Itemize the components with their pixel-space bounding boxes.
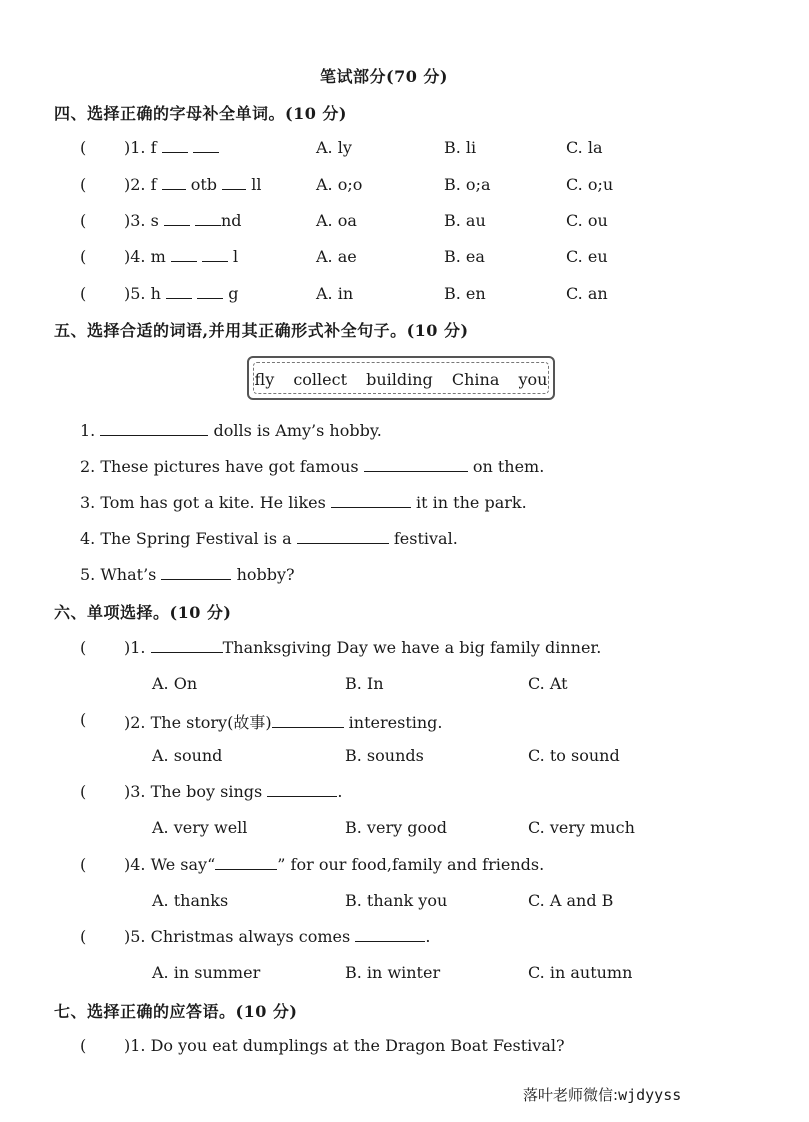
option-a: A. very well: [152, 818, 248, 837]
page-title: 笔试部分(70 分): [320, 67, 448, 86]
answer-blank[interactable]: [193, 138, 219, 153]
option-a: A. On: [152, 674, 198, 693]
answer-paren[interactable]: (: [80, 247, 87, 266]
answer-blank[interactable]: [162, 175, 186, 190]
question-stem: )5. h: [124, 284, 161, 303]
question-text: [124, 782, 342, 801]
question-stem: )4. We say“: [124, 855, 216, 874]
question-text: [124, 175, 261, 194]
word-end: l: [233, 247, 239, 266]
sentence-start: 3. Tom has got a kite. He likes: [80, 493, 326, 512]
sentence-start: 4. The Spring Festival is a: [80, 529, 292, 548]
question-text: [124, 284, 238, 303]
answer-paren[interactable]: (: [80, 138, 87, 157]
section-5-sentence-5: [80, 565, 295, 584]
option-a: A. ly: [316, 138, 352, 157]
question-stem: )2. The story(故事): [124, 713, 272, 732]
answer-blank[interactable]: [297, 529, 389, 544]
answer-blank[interactable]: [162, 138, 188, 153]
option-a: A. in: [316, 284, 354, 303]
section-7-heading: 七、选择正确的应答语。(10 分): [54, 1002, 298, 1021]
answer-blank[interactable]: [161, 565, 231, 580]
option-a: A. thanks: [152, 891, 229, 910]
answer-blank[interactable]: [222, 175, 246, 190]
answer-paren[interactable]: (: [80, 782, 87, 801]
option-c: C. to sound: [528, 746, 620, 765]
sentence-start: 2. These pictures have got famous: [80, 457, 359, 476]
question-text: [124, 247, 238, 266]
question-text: [124, 211, 242, 230]
word-end: ll: [251, 175, 262, 194]
answer-paren[interactable]: (: [80, 638, 87, 657]
option-a: A. sound: [152, 746, 223, 765]
option-b: B. au: [444, 211, 486, 230]
answer-blank[interactable]: [272, 713, 344, 728]
question-text: [124, 638, 601, 657]
sentence-end: dolls is Amy’s hobby.: [213, 421, 382, 440]
section-6-heading: 六、单项选择。(10 分): [54, 603, 232, 622]
answer-blank[interactable]: [215, 855, 277, 870]
section-5-sentence-2: [80, 457, 544, 476]
answer-blank[interactable]: [267, 782, 337, 797]
answer-blank[interactable]: [195, 211, 221, 226]
sentence-start: 1.: [80, 421, 96, 440]
sentence-end: on them.: [472, 457, 545, 476]
answer-paren[interactable]: (: [80, 855, 87, 874]
sentence-end: it in the park.: [416, 493, 527, 512]
option-b: B. very good: [345, 818, 447, 837]
question-text: [124, 710, 443, 733]
section-5-sentence-3: [80, 493, 527, 512]
section-4-heading: 四、选择正确的字母补全单词。(10 分): [54, 104, 347, 123]
word-bank-words: fly collect building China you: [254, 370, 548, 389]
answer-paren[interactable]: (: [80, 284, 87, 303]
option-b: B. ea: [444, 247, 485, 266]
question-stem: )5. Christmas always comes: [124, 927, 351, 946]
answer-paren[interactable]: (: [80, 710, 87, 729]
option-a: A. o;o: [316, 175, 363, 194]
answer-blank[interactable]: [364, 457, 468, 472]
option-c: C. ou: [566, 211, 608, 230]
question-stem: )3. The boy sings: [124, 782, 263, 801]
option-b: B. li: [444, 138, 477, 157]
option-c: C. A and B: [528, 891, 614, 910]
option-b: B. sounds: [345, 746, 424, 765]
section-5-heading: 五、选择合适的词语,并用其正确形式补全句子。(10 分): [54, 321, 469, 340]
sentence-start: 5. What’s: [80, 565, 157, 584]
answer-blank[interactable]: [164, 211, 190, 226]
answer-paren[interactable]: (: [80, 175, 87, 194]
section-5-sentence-4: [80, 529, 458, 548]
question-text: [124, 138, 219, 157]
option-b: B. o;a: [444, 175, 491, 194]
option-c: C. o;u: [566, 175, 614, 194]
footer-contact: [523, 1084, 681, 1105]
question-stem: )1.: [124, 638, 146, 657]
answer-blank[interactable]: [151, 638, 223, 653]
option-c: C. la: [566, 138, 603, 157]
option-b: B. in winter: [345, 963, 441, 982]
question-rest: ” for our food,family and friends.: [277, 855, 545, 874]
answer-blank[interactable]: [331, 493, 411, 508]
option-b: B. thank you: [345, 891, 448, 910]
question-stem: )2. f: [124, 175, 157, 194]
question-stem: )3. s: [124, 211, 159, 230]
answer-blank[interactable]: [355, 927, 425, 942]
answer-paren[interactable]: (: [80, 211, 87, 230]
word-bank: [247, 356, 555, 400]
question-rest: .: [425, 927, 431, 946]
sentence-end: hobby?: [236, 565, 295, 584]
option-c: C. in autumn: [528, 963, 633, 982]
option-a: A. in summer: [152, 963, 261, 982]
footer-label: 落叶老师微信:: [523, 1086, 619, 1104]
option-c: C. At: [528, 674, 568, 693]
question-rest: .: [337, 782, 343, 801]
sentence-end: festival.: [393, 529, 458, 548]
option-a: A. oa: [316, 211, 357, 230]
option-b: B. In: [345, 674, 384, 693]
answer-blank[interactable]: [197, 284, 223, 299]
option-b: B. en: [444, 284, 486, 303]
question-stem: )4. m: [124, 247, 166, 266]
option-c: C. eu: [566, 247, 608, 266]
word-end: nd: [221, 211, 242, 230]
answer-paren[interactable]: (: [80, 1036, 87, 1055]
word-middle: otb: [190, 175, 218, 194]
answer-blank[interactable]: [171, 247, 197, 262]
question-text: [124, 927, 430, 946]
question-text: )1. Do you eat dumplings at the Dragon Boat Festival?: [124, 1036, 565, 1055]
answer-paren[interactable]: (: [80, 927, 87, 946]
option-a: A. ae: [316, 247, 357, 266]
section-5-sentence-1: [80, 421, 382, 440]
answer-blank[interactable]: [166, 284, 192, 299]
question-rest: interesting.: [348, 713, 443, 732]
question-stem: )1. f: [124, 138, 157, 157]
option-c: C. an: [566, 284, 608, 303]
footer-wechat-id: wjdyyss: [618, 1086, 682, 1104]
question-text: [124, 855, 544, 874]
option-c: C. very much: [528, 818, 635, 837]
answer-blank[interactable]: [100, 421, 208, 436]
question-rest: Thanksgiving Day we have a big family dinner.: [222, 638, 602, 657]
answer-blank[interactable]: [202, 247, 228, 262]
word-end: g: [228, 284, 239, 303]
